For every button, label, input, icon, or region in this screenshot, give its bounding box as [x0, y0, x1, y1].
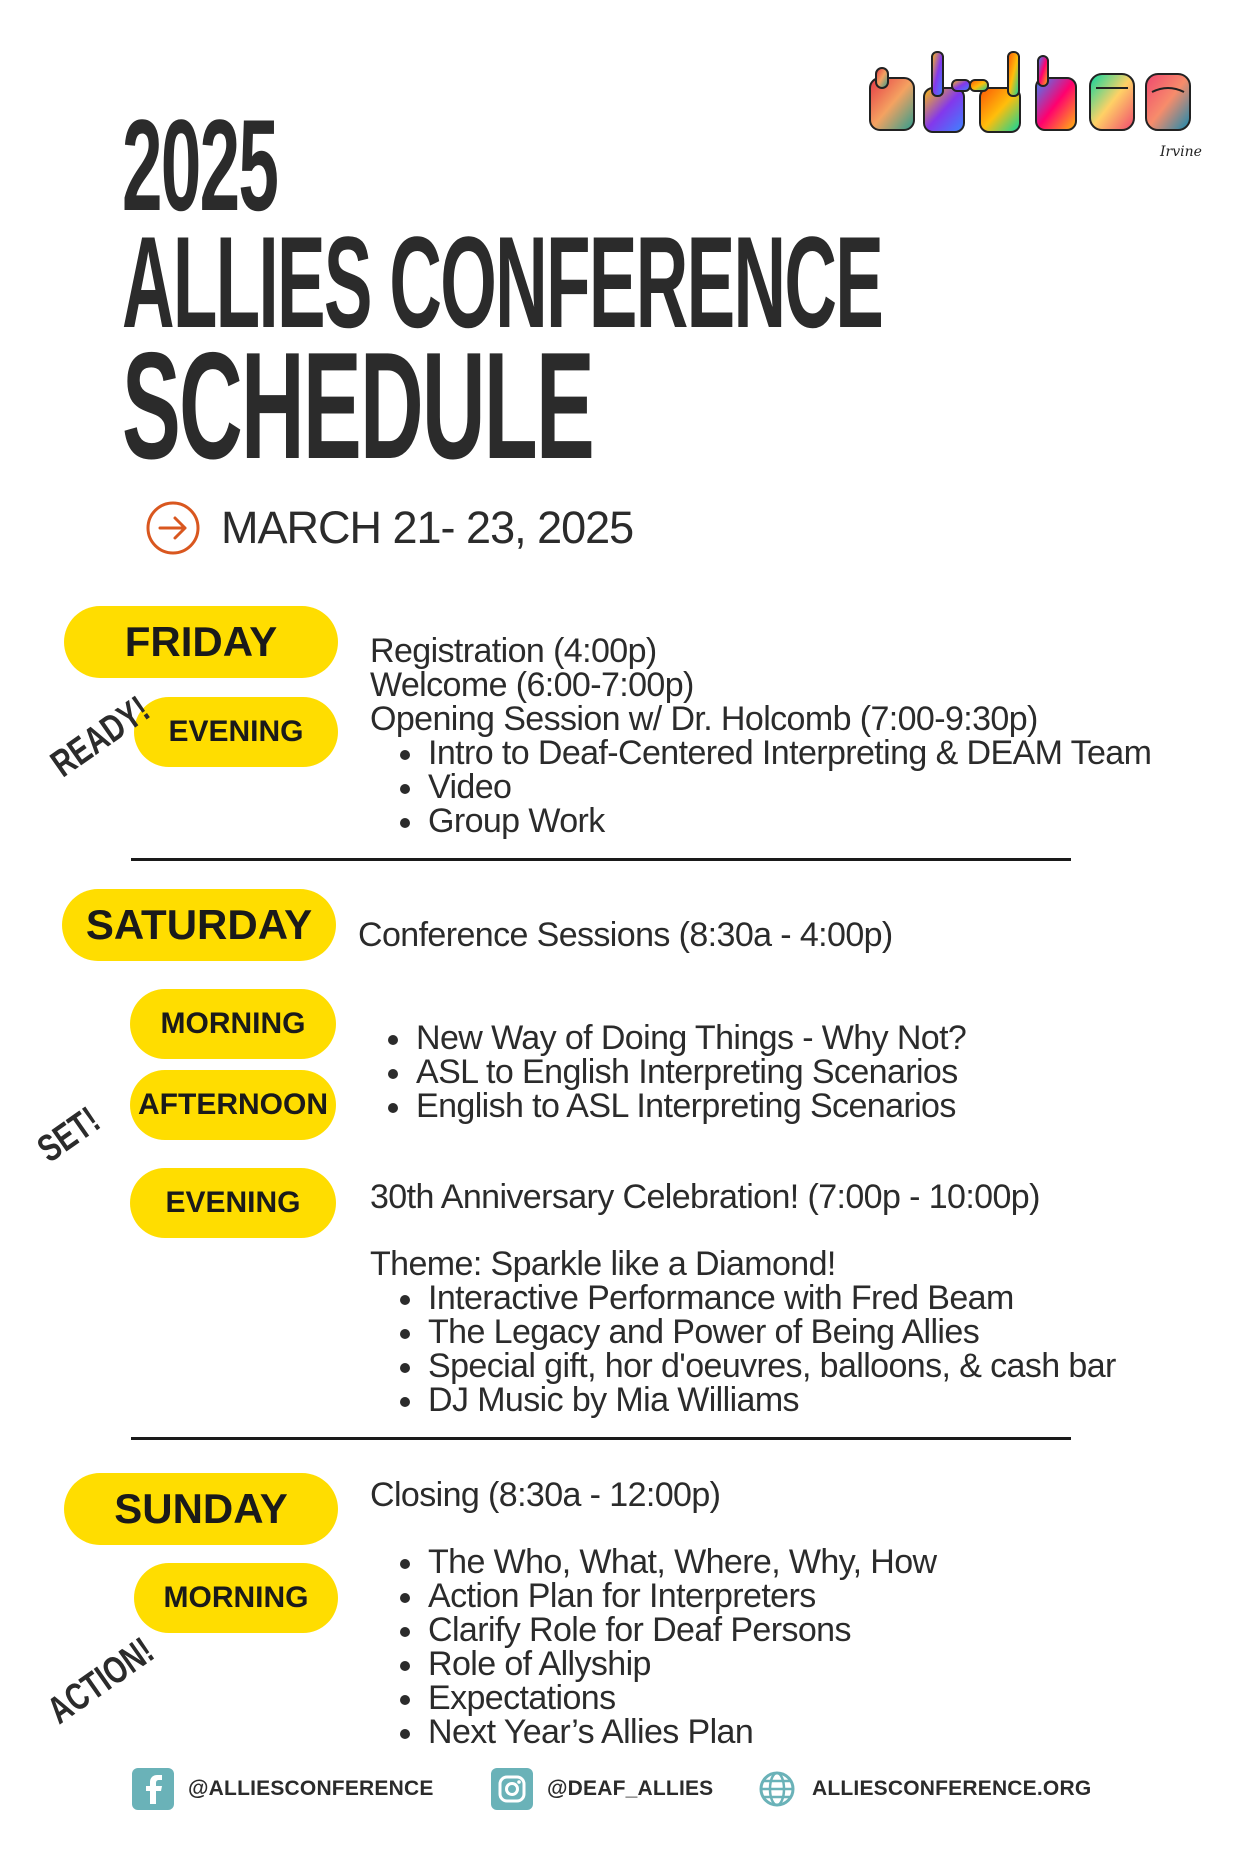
list-item: Clarify Role for Deaf Persons: [370, 1613, 937, 1647]
title-year: 2025: [122, 92, 278, 238]
list-item: ASL to English Interpreting Scenarios: [358, 1055, 966, 1089]
saturday-morning-pill: MORNING: [130, 989, 336, 1059]
list-item: DJ Music by Mia Williams: [370, 1383, 1116, 1417]
list-item: Expectations: [370, 1681, 937, 1715]
side-label-ready: READY!: [43, 688, 158, 786]
arrow-right-circle-icon: [145, 500, 201, 556]
friday-line-opening: Opening Session w/ Dr. Holcomb (7:00-9:30p): [370, 700, 1038, 738]
list-item: Action Plan for Interpreters: [370, 1579, 937, 1613]
instagram-handle: @DEAF_ALLIES: [547, 1777, 714, 1800]
saturday-afternoon-pill: AFTERNOON: [130, 1070, 336, 1140]
friday-schedule: [370, 634, 1151, 838]
list-item: Intro to Deaf-Centered Interpreting & DEAM Team: [370, 736, 1151, 770]
list-item: Next Year’s Allies Plan: [370, 1715, 937, 1749]
logo-signature: Irvine: [1160, 144, 1202, 160]
facebook-icon: [132, 1768, 174, 1810]
sunday-sessions: [370, 1545, 937, 1749]
side-label-set: SET!: [30, 1099, 108, 1171]
friday-line-welcome: Welcome (6:00-7:00p): [370, 666, 694, 704]
title-conference: ALLIES CONFERENCE: [122, 209, 883, 355]
list-item: Interactive Performance with Fred Beam: [370, 1281, 1116, 1315]
list-item: New Way of Doing Things - Why Not?: [358, 1021, 966, 1055]
friday-pill: FRIDAY: [64, 606, 338, 678]
saturday-evening-details: [370, 1247, 1116, 1417]
allies-asl-hands-logo: [868, 48, 1208, 178]
instagram-link[interactable]: [491, 1768, 713, 1810]
list-item: Group Work: [370, 804, 1151, 838]
list-item: English to ASL Interpreting Scenarios: [358, 1089, 966, 1123]
website-url: ALLIESCONFERENCE.ORG: [812, 1777, 1092, 1800]
list-item: Video: [370, 770, 1151, 804]
date-row: [145, 500, 633, 556]
saturday-theme: Theme: Sparkle like a Diamond!: [370, 1245, 836, 1283]
list-item: Special gift, hor d'oeuvres, balloons, & cash bar: [370, 1349, 1116, 1383]
saturday-evening-heading: 30th Anniversary Celebration! (7:00p - 10:00p): [370, 1178, 1040, 1216]
divider: [131, 1437, 1071, 1440]
conference-dates: MARCH 21- 23, 2025: [221, 502, 634, 553]
list-item: The Legacy and Power of Being Allies: [370, 1315, 1116, 1349]
sunday-pill: SUNDAY: [64, 1473, 338, 1545]
side-label-action: ACTION!: [40, 1629, 162, 1733]
friday-evening-pill: EVENING: [134, 697, 338, 767]
saturday-heading: Conference Sessions (8:30a - 4:00p): [358, 916, 893, 954]
saturday-evening-pill: EVENING: [130, 1168, 336, 1238]
friday-line-registration: Registration (4:00p): [370, 632, 657, 670]
instagram-icon: [491, 1768, 533, 1810]
saturday-pill: SATURDAY: [62, 889, 336, 961]
divider: [131, 858, 1071, 861]
list-item: The Who, What, Where, Why, How: [370, 1545, 937, 1579]
sunday-heading: Closing (8:30a - 12:00p): [370, 1476, 721, 1514]
globe-icon: [756, 1768, 798, 1810]
website-link[interactable]: [756, 1768, 1091, 1810]
facebook-handle: @ALLIESCONFERENCE: [188, 1777, 434, 1800]
title-schedule: SCHEDULE: [122, 321, 594, 491]
list-item: Role of Allyship: [370, 1647, 937, 1681]
sunday-morning-pill: MORNING: [134, 1563, 338, 1633]
saturday-day-sessions: [358, 1021, 966, 1123]
facebook-link[interactable]: [132, 1768, 434, 1810]
